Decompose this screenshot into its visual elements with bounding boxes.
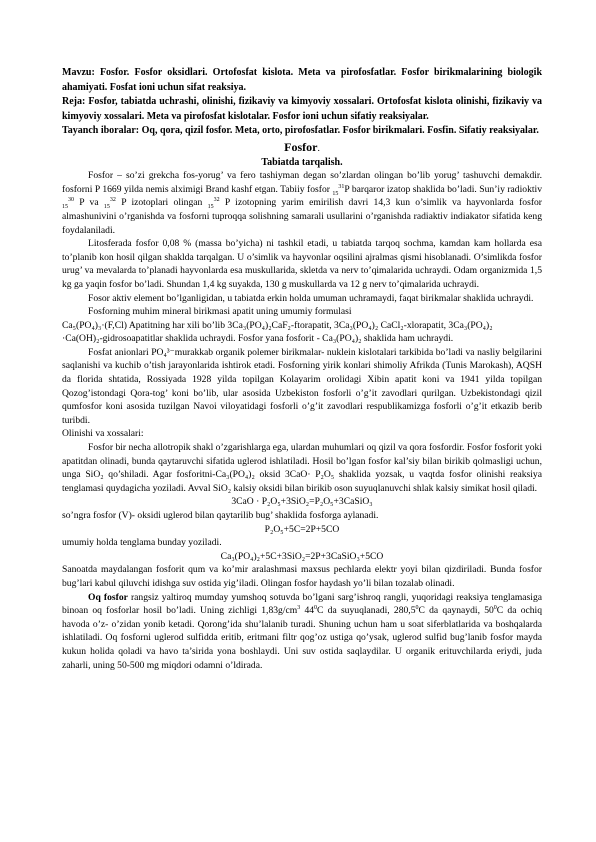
para10-text-a: rangsiz yaltiroq mumday yumshoq sotuvda bo’lgani sarg’ishroq rangli, yuqoridagi reaksiya tenglamasiga binoan oq fosforlar hosil bo’ladi. Uning zichligi 1,83g/cm	[62, 591, 542, 617]
paragraph-allotropes: Fosfor bir necha allotropik shakl o’zgarishlarga ega, ulardan muhumlari oq qizil va qora fosfordir. Fosfor fosforit yoki apatitdan olinadi, bunda qaytaruvchi sifatida uglerod ishlatiladi. Hosil bo’lgan fosfor kal’siy bilan birikib qolmasligi uchun, unga SiO₂ qo’shiladi. Agar fosforitni-Ca₃(PO₄)₂ oksid 3CaO· P₂O₅ shaklida yozsak, u vaqtda fosfor olinishi reaksiya tenglamasi quydagicha yoziladi. Avval SiO₂ kalsiy oksidi bilan birikib oson suyuqlanuvchi shlak kalsiy simikat hosil qiladi.	[62, 442, 542, 494]
keywords-label: Tayanch iboralar:	[62, 125, 140, 137]
paragraph-phosphate-anions: Fosfat anionlari PO₄³⁻murakkab organik polemer birikmalar- nuklein kislotalari tarkibida bo’ladi va nasliy belgilarini saqlanishi va kuchib o’tish jarayonlarida ishtirok etadi. Fosforning yirik konlari shimoliy Afrikda (Tunis Marokash), AQSH da florida shtatida, Rossiyada 1928 yilda topilgan Kolayarim orolidagi Xibin apatit koni va 1941 yilda topilgan Qozog’istondagi Qora-tog’ koni bo’lib, ular asosida Uzbekiston fosforli o’g’it zavodlari qurilgan. Uzbekistondagi qizil qumfosfor koni asosida tuzilgan Navoi viloyatidagi fosforli o’g’it zavodlari respublikamizga fosforli o’g’it etkazib berib turibdi.	[62, 346, 542, 426]
minerals-line-2: ·Ca(OH)₂-gidrosoapatitlar shaklida uchraydi. Fosfor yana fosforit - Ca₃(PO₄)₂ shaklida ham uchraydi.	[62, 333, 454, 345]
paragraph-active-element: Fosor aktiv element bo’lganligidan, u tabiatda erkin holda umuman uchramaydi, faqat birikmalar shaklida uchraydi.	[88, 292, 534, 304]
equation-3: Ca₃(PO₄)₂+5C+3SiO₂=2P+3CaSiO₃+5CO	[220, 550, 384, 562]
para1-text-c: P va	[74, 197, 104, 209]
para1-sub-a: 15	[332, 190, 339, 197]
para10-sup-b: 0	[314, 604, 318, 611]
paragraph-lithosphere: Litosferada fosfor 0,08 % (massa bo’yicha) ni tashkil etadi, u tabiatda tarqoq sochma, kamdan kam hollarda esa to’planib kon hosil qilgan shaklda tarqalgan. U o’simlik va hayvonlar oqsilini ajralmas qismi hisoblanadi. O’simlikda fosfor urug’ va mevalarda to’planadi hayvonlarda esa muskullarida, skletda va nerv to’qimalarida uchraydi. Odam organizmida 1,5 kg ga yaqin fosfor bo’ladi. Shundan 1,4 kg suyakda, 130 g muskullarda va 12 g nerv to’qimalarida uchraydi.	[62, 238, 542, 290]
para1-sub-c: 15	[103, 204, 110, 211]
paragraph-industry: Sanoatda maydalangan fosforit qum va ko’mir aralashmasi maxsus pechlarda elektr yoyi bilan qizdiriladi. Bunda fosfor bug’lari kabul qiluvchi idishga suv ostida yig’iladi. Olingan fosfor haydash yo’li bilan tozalab olinadi.	[62, 564, 542, 589]
section-obtaining: Olinishi va xossalari:	[62, 428, 144, 440]
para10-sup-d: 0	[493, 604, 497, 611]
topic-label: Mavzu:	[62, 67, 95, 78]
topic-heading	[62, 66, 542, 95]
plan-text: Fosfor, tabiatda uchrashi, olinishi, fizikaviy va kimyoviy xossalari. Ortofosfat kislota olinishi, fizikaviy va kimyoviy xossalari. Meta va pirofosfat kislotalar. Fosfor ioni uchun sifatiy reaksiyalar.	[62, 96, 542, 122]
equation-1: 3CaO · P₂O₅+3SiO₂=P₂O₅+3CaSiO₃	[231, 496, 373, 508]
para1-text-e: P izotopning yarim emirilish davri 14,3 kun o’simlik va hayvonlarda fosfor almashunivini o’rganishda va fosforni tuproqqa solishning samarali usullarini o’rganishda radiaktiv indiakator sifatida keng foydalaniladi.	[62, 197, 542, 236]
equation-2: P₂O₅+5C=2P+5CO	[264, 523, 340, 535]
section-subtitle: Tabiatda tarqalish.	[261, 156, 343, 168]
paragraph-apatite: Fosforning muhim mineral birikmasi apatit uning umumiy formulasi	[88, 306, 352, 318]
para1-text-a: Fosfor – so’zi grekcha fos-yorug’ va fero tashiyman degan so’zlardan olingan bo’lib yorug’ tashuvchi demakdir. fosforni P 1669 yilda nemis alximigi Brand kashf etgan. Tabiiy fosfor	[62, 170, 542, 195]
keywords-heading	[62, 124, 542, 139]
title-line	[62, 140, 542, 156]
page-title: Fosfor	[284, 139, 318, 154]
para1-text-d: P izotoplari olingan	[115, 197, 208, 209]
para1-sup-d: 32	[213, 197, 220, 204]
paragraph-intro	[62, 169, 542, 237]
minerals-line-1: Ca₅(PO₄)₃·(F,Cl) Apatitning har xili bo’lib 3Ca₃(PO₄)₂CaF₂-ftorapatit, 3Ca₃(PO₄)₂ CaCl₂-xlorapatit, 3Ca₃(PO₄)₂	[62, 319, 493, 331]
paragraph-reduction: so’ngra fosfor (V)- oksidi uglerod bilan qaytarilib bug’ shaklida fosforga aylanadi.	[62, 510, 379, 521]
para10-text-b: 44	[300, 605, 315, 617]
para10-text-e: C da ochiq havoda o’z- o’zidan yonib ketadi. Qorong’ida shu’lalanib turadi. Shuning uchun ham u soat siferblatlarida va boshqalarda ishlatiladi. Oq fosforni uglerod sulfidda eritib, eritmani filtr qog’oz ustiga qo’ysak, uglerod sulfid bug’lanib fosfor mayda kukun holida qoladi va havo ta’sirida yona boshlaydi. Uni suv ostida saqlaydilar. U organik erituvchilarda eriydi, juda zaharli, uning 50-500 mg miqdori odamni o’ldirada.	[62, 605, 543, 671]
para1-sup-b: 30	[68, 197, 74, 204]
white-phosphorus-term: Oq fosfor	[88, 591, 128, 603]
para1-sup-a: 31	[338, 183, 345, 190]
para1-sub-b: 15	[62, 204, 68, 211]
plan-heading	[62, 95, 542, 124]
para10-sup-a: 3	[297, 604, 301, 611]
para1-sup-c: 32	[109, 197, 116, 204]
plan-label: Reja:	[62, 96, 86, 108]
topic-text: Fosfor. Fosfor oksidlari. Ortofosfat kislota. Meta va pirofosfatlar. Fosfor birikmalarining biologik ahamiyati. Fosfat ioni uchun sifat reaksiya.	[62, 67, 543, 93]
subtitle-line	[62, 156, 542, 170]
para10-sup-c: 0	[415, 604, 419, 611]
para1-text-b: P barqaror izatop shaklida bo’ladi. Sun’iy radioktiv	[344, 183, 542, 195]
keywords-text: Oq, qora, qizil fosfor. Meta, orto, pirofosfatlar. Fosfor birikmalari. Fosfin. Sifatiy reaksiyalar.	[141, 125, 539, 137]
para10-text-c: C da suyuqlanadi, 280,5	[317, 605, 416, 617]
paragraph-general: umumiy holda tenglama bunday yoziladi.	[62, 537, 222, 549]
para10-text-d: C da qaynaydi, 50	[418, 605, 494, 617]
title-dot: .	[317, 142, 320, 154]
para1-sub-d: 15	[207, 204, 214, 211]
document-page	[62, 66, 542, 672]
paragraph-white-phosphorus	[62, 591, 542, 673]
